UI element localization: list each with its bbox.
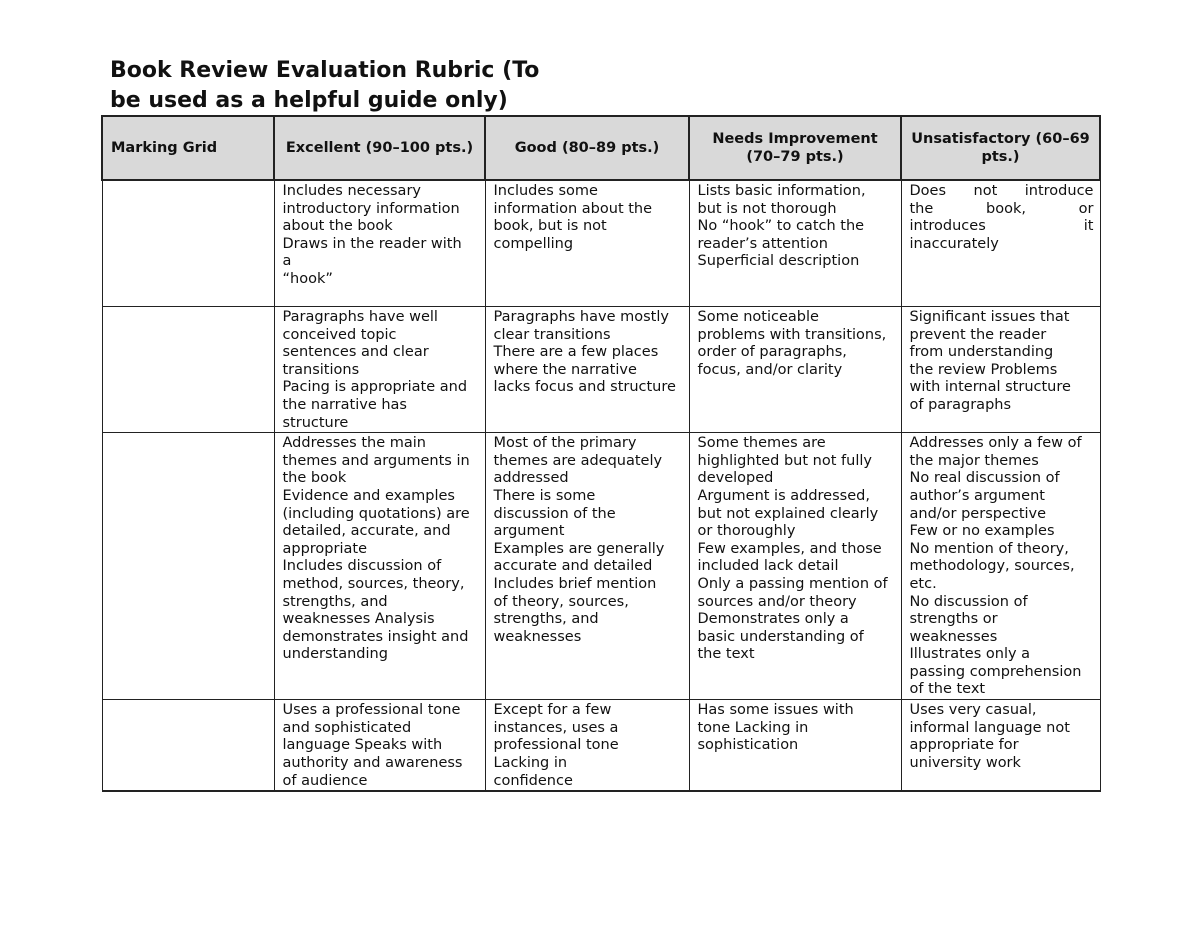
cell-text-line: Paragraphs have mostly <box>493 309 669 325</box>
cell-text-line: Pacing is appropriate and <box>282 379 468 396</box>
rubric-body <box>102 180 1100 791</box>
cell-text-line: There are a few places <box>493 344 659 361</box>
cell-text-line: Significant issues that <box>909 309 1070 325</box>
cell-text-line: passing comprehension <box>909 663 1082 680</box>
cell-text-line: demonstrates insight and <box>282 628 469 645</box>
cell-text-line: understanding <box>282 646 388 663</box>
header-unsatisfactory: Unsatisfactory (60–69 pts.) <box>901 116 1100 180</box>
cell-text-line: reader’s attention <box>697 235 828 252</box>
cell-text-line: Uses very casual, <box>909 702 1037 719</box>
cell-text-line: Uses a professional tone <box>282 702 461 719</box>
cell-text-line: order of paragraphs, <box>697 344 847 361</box>
cell-text-line: Lacking in <box>493 754 568 771</box>
cell-text-line: and sophisticated <box>282 719 412 736</box>
cell-text-line: tone Lacking in <box>697 719 809 736</box>
good-cell <box>485 700 689 791</box>
cell-text-line: book, but is not <box>493 218 607 235</box>
cell-text-line: confidence <box>493 772 573 789</box>
cell-text-line: themes are adequately <box>493 452 663 469</box>
cell-text-line: Examples are generally <box>493 540 665 557</box>
unsatisfactory-cell <box>901 433 1100 700</box>
header-needs-improvement: Needs Improvement (70–79 pts.) <box>689 116 901 180</box>
cell-text-line: Does not introduce <box>909 183 1094 199</box>
header-excellent: Excellent (90–100 pts.) <box>274 116 485 180</box>
cell-text-line: strengths, and <box>493 611 599 628</box>
unsatisfactory-cell <box>901 180 1100 307</box>
cell-text-line: clear transitions <box>493 326 611 343</box>
criterion-cell <box>102 307 274 433</box>
header-good: Good (80–89 pts.) <box>485 116 689 180</box>
needs-improvement-cell <box>689 180 901 307</box>
cell-text-line: Some noticeable <box>697 309 819 325</box>
cell-text-line: Few examples, and those <box>697 540 882 557</box>
rubric-table-container <box>101 115 1099 792</box>
cell-text-line: No mention of theory, <box>909 540 1069 557</box>
cell-text-line: Draws in the reader with <box>282 235 462 252</box>
cell-text-line: where the narrative <box>493 361 637 378</box>
cell-text-line: of audience <box>282 772 368 789</box>
table-row <box>102 180 1100 307</box>
table-row <box>102 433 1100 700</box>
title-line-2: be used as a helpful guide only) <box>110 88 508 113</box>
good-cell <box>485 180 689 307</box>
criterion-cell <box>102 433 274 700</box>
cell-text-line: Argument is addressed, <box>697 487 870 504</box>
rubric-table <box>101 115 1101 792</box>
cell-text-line: weaknesses Analysis <box>282 611 435 628</box>
needs-improvement-cell <box>689 433 901 700</box>
table-row <box>102 700 1100 791</box>
cell-text-line: introductory information <box>282 200 460 217</box>
excellent-cell <box>274 700 485 791</box>
cell-text-line: strengths, and <box>282 593 388 610</box>
cell-text-line: the major themes <box>909 452 1039 469</box>
cell-text-line: addressed <box>493 470 569 487</box>
cell-text-line: Superficial description <box>697 253 860 270</box>
cell-text-line: sources and/or theory <box>697 593 857 610</box>
cell-text-line: Includes necessary <box>282 183 421 199</box>
cell-text-line: There is some <box>493 487 596 504</box>
cell-text-line: included lack detail <box>697 558 839 575</box>
cell-text-line: or thoroughly <box>697 523 796 540</box>
cell-text-line: author’s argument <box>909 487 1045 504</box>
cell-text-line: Only a passing mention of <box>697 575 888 592</box>
cell-text-line: detailed, accurate, and <box>282 523 451 540</box>
cell-text-line: developed <box>697 470 774 487</box>
cell-text-line: (including quotations) are <box>282 505 470 522</box>
cell-text-line: the book, or <box>909 200 1094 217</box>
cell-text-line: appropriate for <box>909 737 1019 754</box>
cell-text-line: accurate and detailed <box>493 558 653 575</box>
cell-text-line: basic understanding of <box>697 628 864 645</box>
cell-text-line: professional tone <box>493 737 619 754</box>
cell-text-line: Lists basic information, <box>697 183 866 199</box>
excellent-cell <box>274 307 485 433</box>
unsatisfactory-cell <box>901 700 1100 791</box>
cell-text-line: Includes brief mention <box>493 575 657 592</box>
cell-text-line: conceived topic <box>282 326 397 343</box>
cell-text-line: themes and arguments in <box>282 452 470 469</box>
cell-text-line: university work <box>909 754 1021 771</box>
cell-text-line: prevent the reader <box>909 326 1047 343</box>
cell-text-line: highlighted but not fully <box>697 452 872 469</box>
cell-text-line: but is not thorough <box>697 200 837 217</box>
cell-text-line: instances, uses a <box>493 719 619 736</box>
cell-text-line: transitions <box>282 361 360 378</box>
cell-text-line: Some themes are <box>697 435 826 452</box>
cell-text-line: “hook” <box>282 270 333 287</box>
cell-text-line: weaknesses <box>909 628 998 645</box>
cell-text-line: No discussion of <box>909 593 1028 610</box>
cell-text-line: from understanding <box>909 344 1054 361</box>
good-cell <box>485 433 689 700</box>
cell-text-line: Includes discussion of <box>282 558 442 575</box>
cell-text-line: of paragraphs <box>909 396 1012 413</box>
cell-text-line: Evidence and examples <box>282 487 455 504</box>
cell-text-line: inaccurately <box>909 235 999 252</box>
needs-improvement-cell <box>689 700 901 791</box>
criterion-cell <box>102 180 274 307</box>
cell-text-line: argument <box>493 523 565 540</box>
criterion-cell <box>102 700 274 791</box>
cell-text-line: the narrative has <box>282 396 407 413</box>
cell-text-line: weaknesses <box>493 628 582 645</box>
cell-text-line: No “hook” to catch the <box>697 218 865 235</box>
cell-text-line: sentences and clear <box>282 344 429 361</box>
unsatisfactory-cell <box>901 307 1100 433</box>
cell-text-line: informal language not <box>909 719 1070 736</box>
cell-text-line: discussion of the <box>493 505 616 522</box>
cell-text-line: focus, and/or clarity <box>697 361 843 378</box>
cell-text-line: No real discussion of <box>909 470 1060 487</box>
cell-text-line: but not explained clearly <box>697 505 879 522</box>
excellent-cell <box>274 180 485 307</box>
cell-text-line: compelling <box>493 235 574 252</box>
cell-text-line: Has some issues with <box>697 702 854 719</box>
cell-text-line: Addresses the main <box>282 435 426 452</box>
cell-text-line: Illustrates only a <box>909 646 1031 663</box>
cell-text-line: language Speaks with <box>282 737 443 754</box>
cell-text-line: the text <box>697 646 755 663</box>
table-row <box>102 307 1100 433</box>
cell-text-line: the review Problems <box>909 361 1058 378</box>
cell-text-line: of theory, sources, <box>493 593 629 610</box>
cell-text-line: method, sources, theory, <box>282 575 465 592</box>
cell-text-line: information about the <box>493 200 653 217</box>
cell-text-line: about the book <box>282 218 393 235</box>
cell-text-line: structure <box>282 414 349 431</box>
cell-text-line: the book <box>282 470 347 487</box>
cell-text-line: Paragraphs have well <box>282 309 438 325</box>
cell-text-line: introduces it <box>909 218 1094 235</box>
cell-text-line: lacks focus and structure <box>493 379 676 396</box>
header-marking-grid: Marking Grid <box>102 116 274 180</box>
cell-text-line: Few or no examples <box>909 523 1055 540</box>
cell-text-line: sophistication <box>697 737 799 754</box>
cell-text-line: methodology, sources, <box>909 558 1075 575</box>
cell-text-line: Addresses only a few of <box>909 435 1082 452</box>
document-title <box>110 56 630 116</box>
cell-text-line: strengths or <box>909 611 998 628</box>
cell-text-line: and/or perspective <box>909 505 1047 522</box>
cell-text-line: Demonstrates only a <box>697 611 849 628</box>
cell-text-line: with internal structure <box>909 379 1071 396</box>
excellent-cell <box>274 433 485 700</box>
header-row <box>102 116 1100 180</box>
good-cell <box>485 307 689 433</box>
cell-text-line: appropriate <box>282 540 367 557</box>
cell-text-line: of the text <box>909 681 986 698</box>
needs-improvement-cell <box>689 307 901 433</box>
cell-text-line: Most of the primary <box>493 435 637 452</box>
title-line-1: Book Review Evaluation Rubric (To <box>110 58 540 83</box>
cell-text-line: Except for a few <box>493 702 612 719</box>
cell-text-line: etc. <box>909 575 937 592</box>
cell-text-line: a <box>282 253 292 270</box>
cell-text-line: problems with transitions, <box>697 326 887 343</box>
cell-text-line: authority and awareness <box>282 754 463 771</box>
cell-text-line: Includes some <box>493 183 598 199</box>
